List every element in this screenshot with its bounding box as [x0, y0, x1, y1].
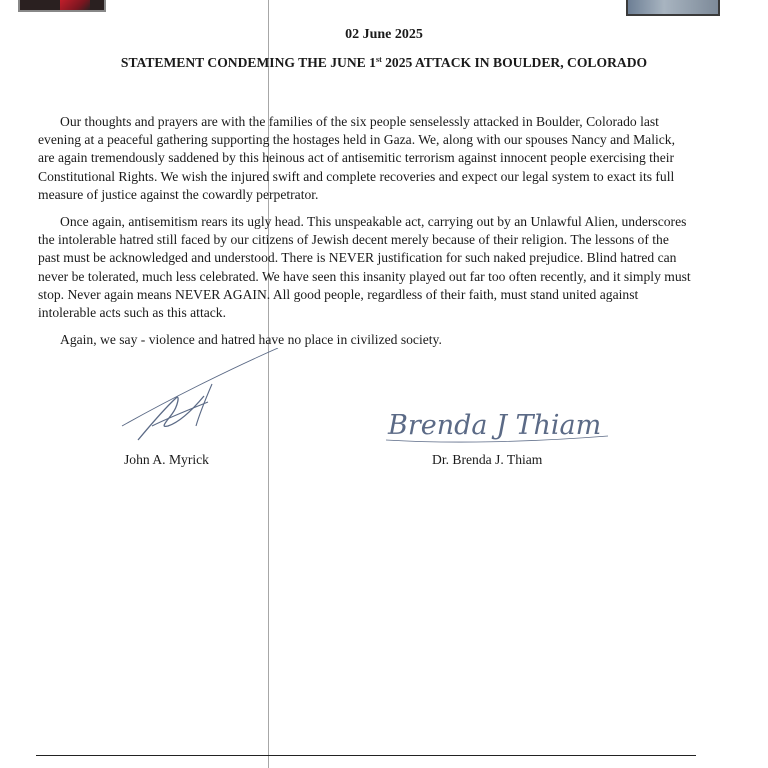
brenda-signature-script: Brenda J Thiam	[388, 410, 602, 441]
title-part-1: STATEMENT CONDEMING THE JUNE 1	[120, 55, 376, 70]
document-title	[0, 55, 768, 71]
title-part-2: 2025 ATTACK IN BOULDER, COLORADO	[381, 55, 648, 70]
title-ordinal-suffix: st	[375, 55, 382, 64]
flag-stripe	[60, 0, 90, 12]
statement-paragraph-1: Our thoughts and prayers are with the families of the six people senselessly attacked in Boulder, Colorado last evening at a peaceful gathering supporting the hostages held in Gaza. We, along with our spouses Nancy and Malick, are again tremendously saddened by this heinous act of antisemitic terrorism against innocent people exercising their Constitutional Rights. We wish the injured swift and complete recoveries and expect our legal system to exact its full measure of justice against the cowardly perpetrator.	[38, 114, 676, 202]
signer-name-brenda-thiam: Dr. Brenda J. Thiam	[432, 452, 543, 467]
right-portrait-photo	[626, 0, 720, 16]
footer-divider	[36, 755, 696, 756]
document-date: 02 June 2025	[345, 27, 423, 42]
statement-body	[38, 113, 694, 358]
john-myrick-signature	[108, 348, 288, 448]
signer-name-john-myrick: John A. Myrick	[124, 452, 209, 467]
brenda-thiam-signature	[382, 394, 612, 444]
signature-block	[0, 388, 768, 478]
statement-paragraph-3: Again, we say - violence and hatred have no place in civilized society.	[60, 332, 442, 348]
statement-paragraph-2: Once again, antisemitism rears its ugly head. This unspeakable act, carrying out by an Unlawful Alien, underscores the intolerable hatred still faced by our citizens of Jewish decent merely because of their religion. The lessons of the past must be acknowledged and understood. There is NEVER justification for such naked prejudice. Blind hatred can never be tolerated, much less celebrated. We have seen this insanity played out far too often recently, and it simply must stop. Never again means NEVER AGAIN. All good people, regardless of their faith, must stand united against intolerable acts such as this attack.	[38, 214, 691, 321]
left-portrait-photo	[18, 0, 106, 12]
